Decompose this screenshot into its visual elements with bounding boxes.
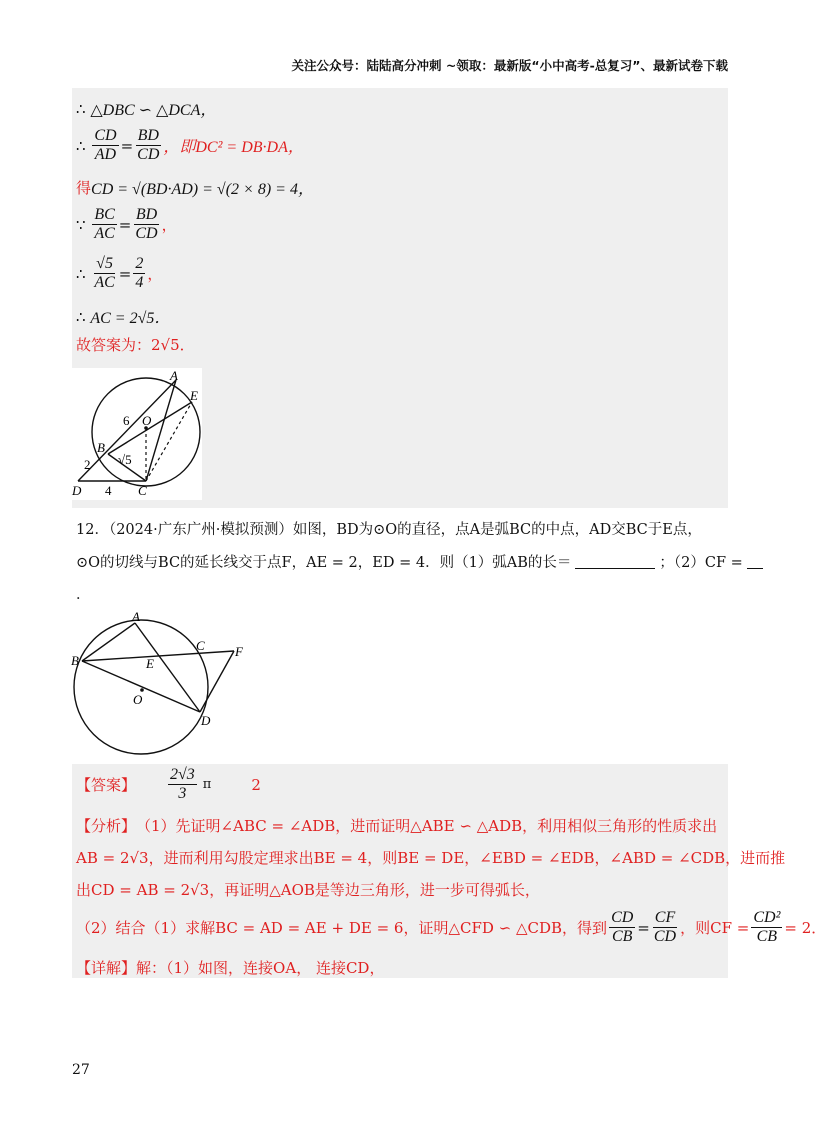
point-label-O: O <box>133 692 143 707</box>
fraction: $\frac{CD}{CB}$ <box>611 909 634 945</box>
analysis-line-4: （2）结合（1）求解BC = AD = AE + DE = 6，证明△CFD ∽ △CDB，得到 $\frac{CD}{CB}$ = $\frac{CF}{CD}$ ，则CF = $\frac{\text{CD²}}{CB}$ = 2． <box>76 909 826 945</box>
length-label-sqrt5: √5 <box>118 452 132 467</box>
fraction: $\frac{BD}{CD}$ <box>135 206 158 242</box>
question-12-line-1: 12．（2024·广东广州·模拟预测）如图，BD为⊙O的直径，点A是弧BC的中点，AD交BC于E点， <box>76 522 702 538</box>
point-label-C: C <box>138 483 147 498</box>
final-answer-line: 故答案为：2√5． <box>76 336 195 354</box>
answer-line: 【答案】 $\frac{2√3}{3}$ π 2 <box>76 766 261 802</box>
detail-line: 【详解】 解：（1）如图，连接OA， 连接CD， <box>76 959 385 977</box>
solution-line-4: ∵ $\frac{BC}{AC}$ = $\frac{BD}{CD}$ ， <box>76 206 177 242</box>
solution-line-6: ∴ AC = 2√5． <box>76 307 171 327</box>
point-label-D: D <box>201 713 211 728</box>
fraction: $\frac{BC}{AC}$ <box>94 206 115 242</box>
page-number: 27 <box>72 1062 90 1078</box>
analysis-line-2: AB = 2√3，进而利用勾股定理求出BE = 4，则BE = DE，∠EBD = ∠EDB，∠ABD = ∠CDB，进而推 <box>76 849 786 867</box>
fraction: $\frac{√5}{AC}$ <box>94 255 115 291</box>
question-12-line-2: ⊙O的切线与BC的延长线交于点F，AE = 2，ED = 4．则（1）弧AB的长＝ ；（2）CF = <box>76 551 763 572</box>
answer-1-fraction: $\frac{2√3}{3}$ <box>170 766 195 802</box>
fraction: $\frac{CF}{CD}$ <box>653 909 677 945</box>
analysis-line-1: 【分析】 （1）先证明∠ABC = ∠ADB，进而证明△ABE ∽ △ADB，利用相似三角形的性质求出 <box>76 817 718 835</box>
point-label-D: D <box>72 483 82 498</box>
length-label-4: 4 <box>105 483 112 498</box>
solution-line-1: ∴ △DBC ∽ △DCA， <box>76 99 217 119</box>
fraction: $\frac{BD}{CD}$ <box>137 127 160 163</box>
length-label-2: 2 <box>84 457 91 472</box>
fraction: $\frac{\text{CD²}}{CB}$ <box>753 909 781 945</box>
answer-blank-2[interactable] <box>747 568 763 569</box>
segment-BF <box>82 651 234 661</box>
point-label-B: B <box>71 653 79 668</box>
question-12-line-3: ． <box>76 587 91 603</box>
fraction: $\frac{CD}{AD}$ <box>94 127 117 163</box>
point-label-E: E <box>190 388 198 403</box>
point-label-A: A <box>170 368 178 383</box>
solution-line-5: ∴ $\frac{√5}{AC}$ = $\frac{2}{4}$ ， <box>76 255 163 291</box>
point-label-C: C <box>196 638 205 653</box>
point-label-A: A <box>132 609 140 624</box>
point-label-E: E <box>146 656 154 671</box>
analysis-line-3: 出CD = AB = 2√3，再证明△AOB是等边三角形，进一步可得弧长， <box>76 881 540 899</box>
fraction: $\frac{2}{4}$ <box>135 255 144 291</box>
segment-FD <box>200 651 234 712</box>
figure-circle-1 <box>72 368 202 500</box>
point-label-O: O <box>142 413 152 428</box>
answer-blank-1[interactable] <box>575 568 655 569</box>
point-label-B: B <box>97 440 105 455</box>
page-header: 关注公众号：陆陆高分冲刺 ~领取：最新版“小中高考-总复习”、最新试卷下载 <box>291 58 728 73</box>
length-label-6: 6 <box>123 413 130 428</box>
solution-line-2: ∴ $\frac{CD}{AD}$ = $\frac{BD}{CD}$ ，即DC² = DB·DA， <box>76 127 304 163</box>
solution-line-3: 得 CD = √(BD·AD) = √(2 × 8) = 4， <box>76 179 314 198</box>
figure-circle-2 <box>70 606 260 758</box>
point-label-F: F <box>235 644 243 659</box>
